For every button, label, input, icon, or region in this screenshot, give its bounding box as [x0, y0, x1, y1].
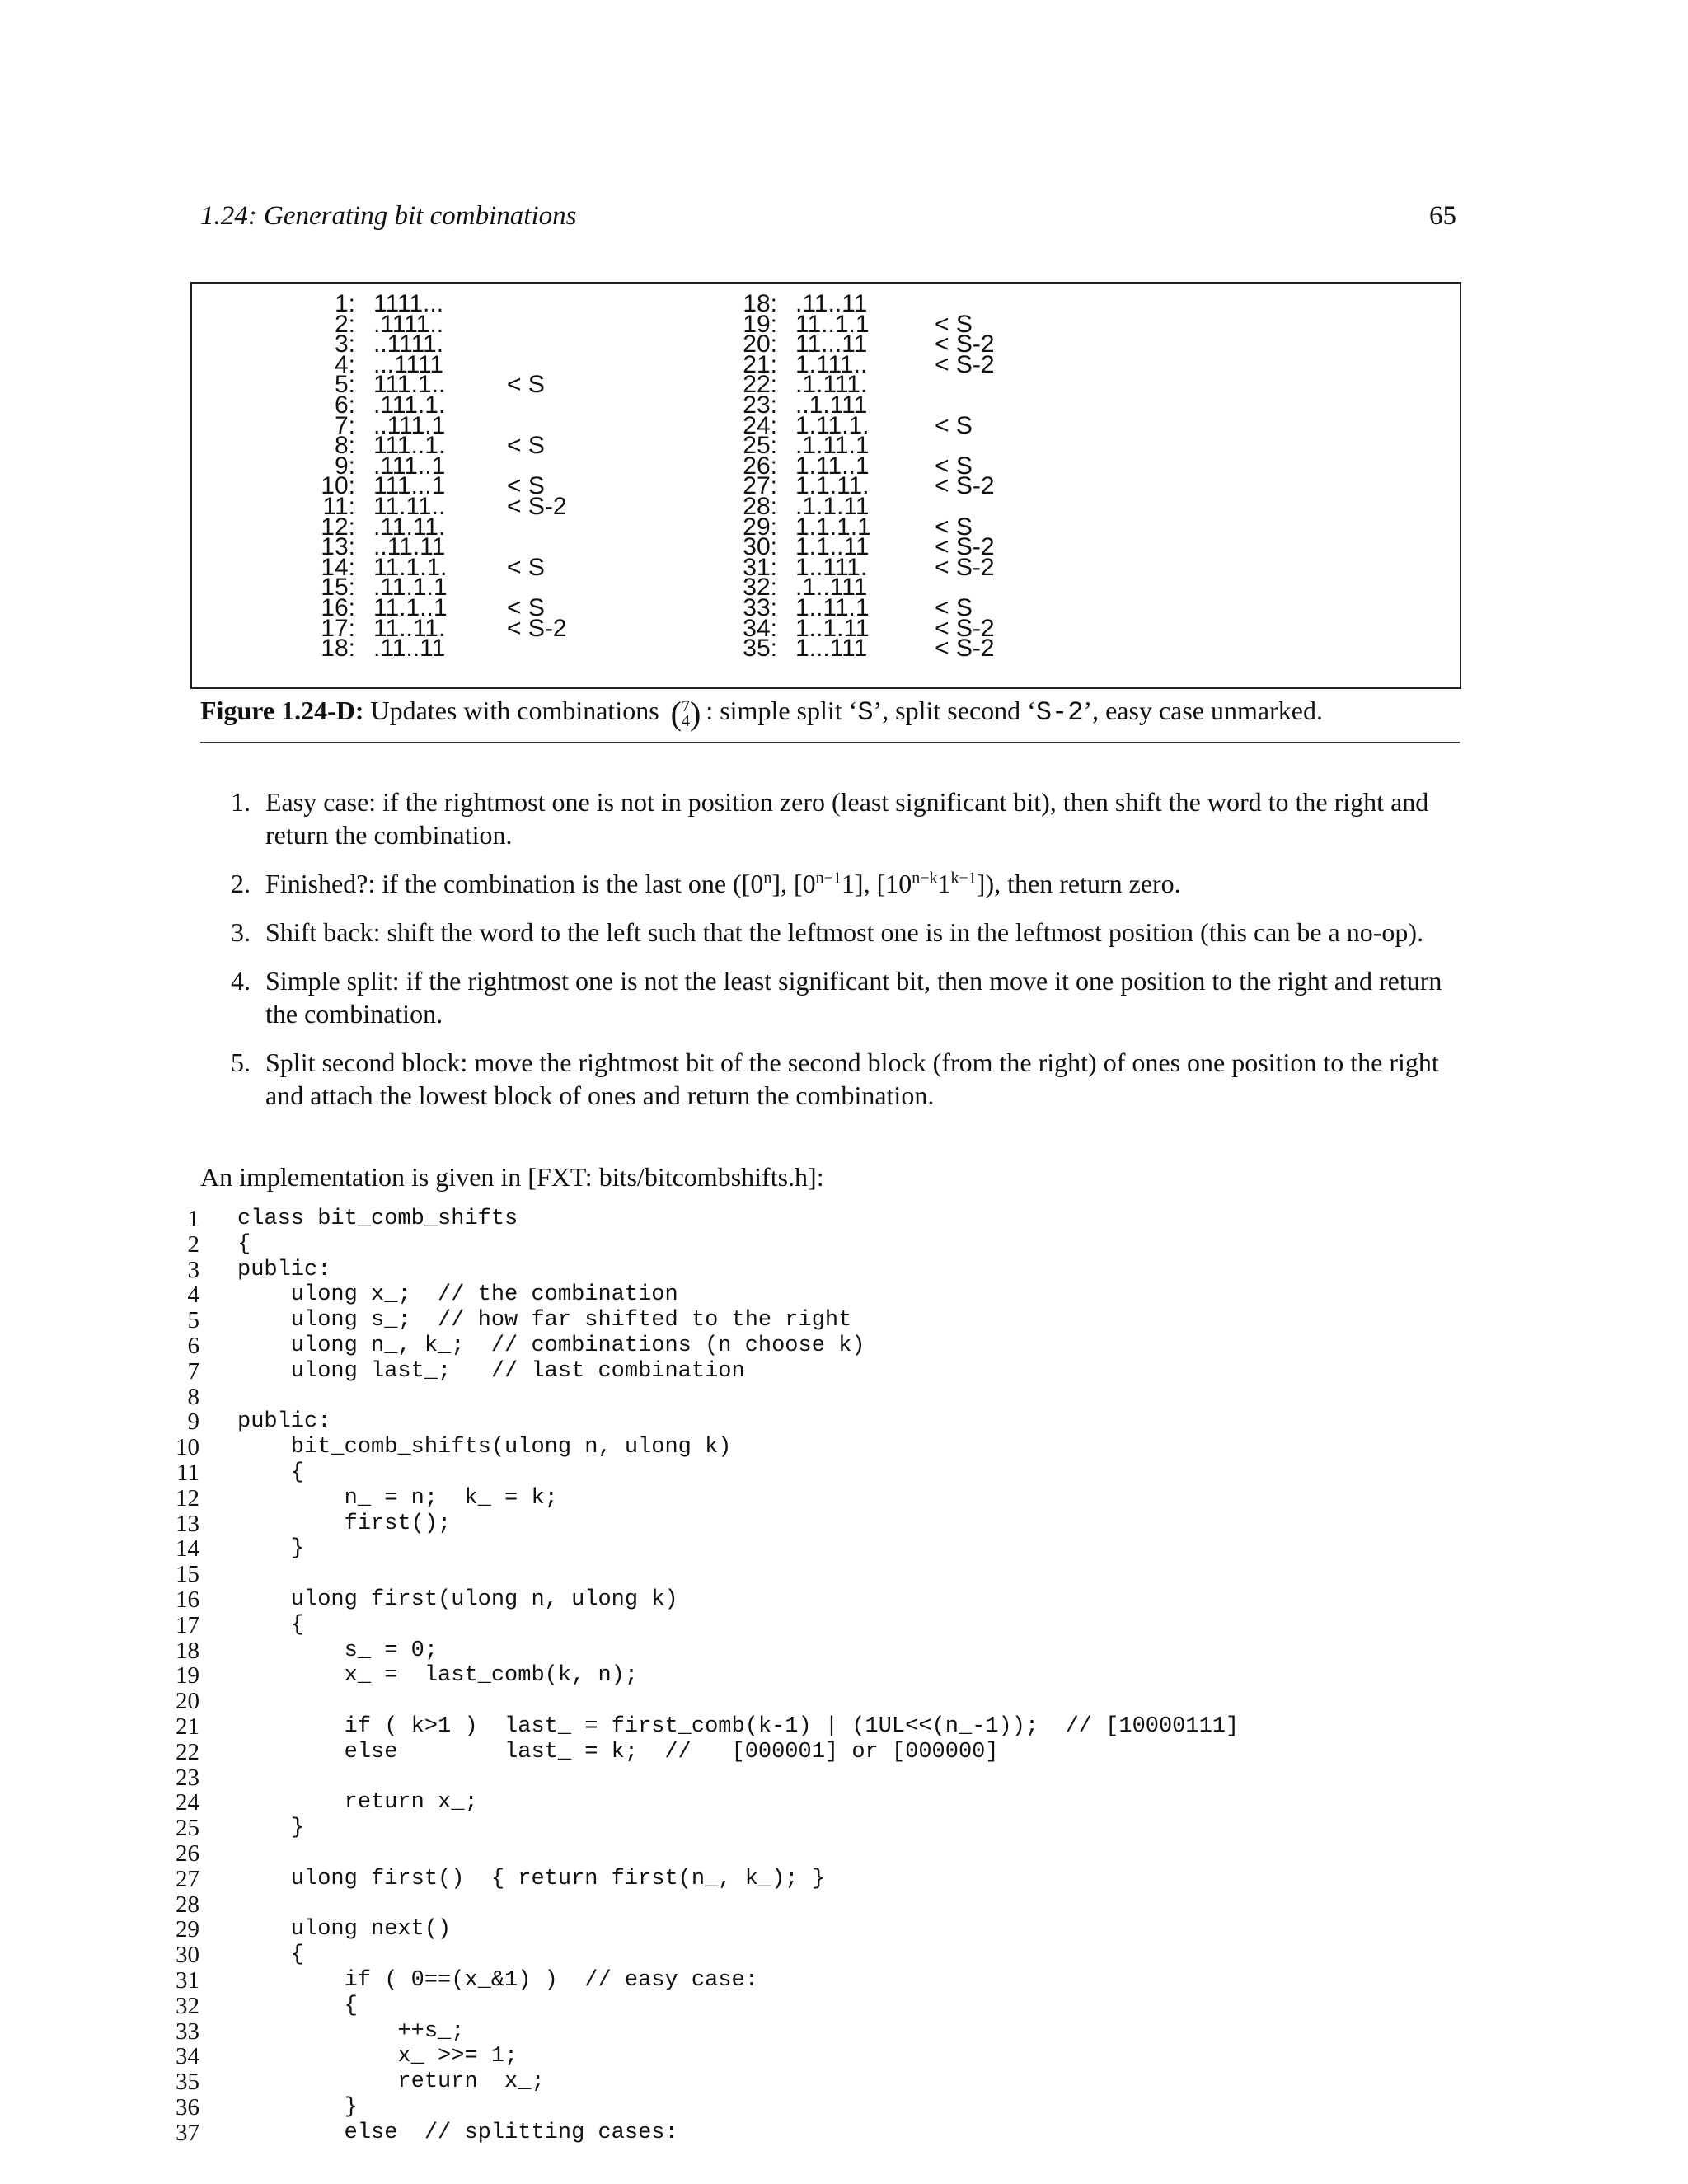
line-number: 33 — [176, 2018, 199, 2045]
line-number: 31 — [176, 1966, 199, 1994]
code-line — [165, 2019, 1484, 2045]
code-text: return x_; — [237, 1790, 478, 1816]
code-text: bit_comb_shifts(ulong n, ulong k) — [237, 1435, 732, 1460]
code-text: ++s_; — [237, 2018, 465, 2044]
update-mark: < S — [935, 411, 973, 439]
code-line — [165, 1943, 1484, 1968]
code-text: return x_; — [237, 2069, 545, 2095]
bit-pattern: 11.1..1 — [373, 593, 448, 621]
bit-pattern: 111..1. — [373, 432, 446, 460]
bit-pattern: 1..1.11 — [795, 614, 870, 642]
code-line — [165, 1333, 1484, 1359]
bit-pattern: 1.111.. — [795, 350, 868, 378]
bit-pattern: .1.1.11 — [795, 492, 870, 520]
bit-pattern: .11.11. — [373, 513, 446, 541]
code-line — [165, 1917, 1484, 1943]
line-number: 4 — [187, 1282, 199, 1309]
code-line — [165, 2121, 1484, 2146]
code-text: s_ = 0; — [237, 1638, 438, 1663]
code-text: } — [237, 1536, 305, 1562]
update-mark: < S-2 — [935, 472, 995, 500]
bit-pattern: .1111.. — [373, 310, 444, 338]
code-text: { — [237, 1612, 305, 1638]
update-mark: < S-2 — [935, 553, 995, 581]
bit-pattern: .1.111. — [795, 371, 868, 399]
line-number: 37 — [176, 2119, 199, 2146]
figure-column-left — [306, 290, 567, 663]
bit-pattern: .111.1. — [373, 391, 446, 419]
line-number: 17 — [176, 1611, 199, 1638]
row-index: 10: — [321, 472, 355, 500]
row-index: 19: — [743, 310, 777, 338]
line-number: 27 — [176, 1865, 199, 1892]
code-line — [165, 1867, 1484, 1892]
code-text: public: — [237, 1257, 331, 1282]
code-line — [165, 1765, 1484, 1791]
item-number: 3. — [231, 917, 251, 947]
bit-pattern: ..1111. — [373, 330, 444, 359]
figure-row — [306, 635, 446, 663]
bit-pattern: ...1111 — [373, 350, 444, 378]
caption-text: ’, split second ‘ — [873, 695, 1036, 725]
figure-row — [728, 635, 995, 663]
line-number: 1 — [187, 1206, 199, 1232]
section-title: 1.24: Generating bit combinations — [200, 201, 577, 231]
superscript: k−1 — [950, 869, 977, 888]
update-mark: < S — [935, 310, 973, 338]
code-line — [165, 1841, 1484, 1867]
code-line — [165, 1536, 1484, 1562]
row-index: 25: — [743, 432, 777, 460]
list-item — [231, 1046, 1459, 1112]
bit-pattern: 111.1.. — [373, 371, 446, 399]
page-number: 65 — [1429, 201, 1456, 231]
line-number: 36 — [176, 2093, 199, 2121]
line-number: 15 — [176, 1561, 199, 1588]
caption-text: ’, easy case unmarked. — [1083, 695, 1323, 725]
row-index: 14: — [321, 553, 355, 581]
code-text: x_ = last_comb(k, n); — [237, 1663, 639, 1689]
item-number: 2. — [231, 869, 251, 898]
bit-pattern: 1.1.11. — [795, 472, 870, 500]
row-index: 33: — [743, 593, 777, 621]
list-item — [231, 867, 1459, 900]
code-text: else // splitting cases: — [237, 2120, 678, 2145]
line-number: 25 — [176, 1815, 199, 1842]
line-number: 29 — [176, 1916, 199, 1943]
code-text: first(); — [237, 1511, 452, 1536]
code-text: ulong first(ulong n, ulong k) — [237, 1586, 678, 1612]
code-text: } — [237, 1816, 305, 1841]
code-line — [165, 1486, 1484, 1511]
line-number: 7 — [187, 1357, 199, 1385]
code-line — [165, 2069, 1484, 2095]
bit-pattern: .11.1.1 — [373, 574, 448, 602]
update-mark: < S — [935, 593, 973, 621]
bit-pattern: 1..111. — [795, 553, 868, 581]
code-line — [165, 1714, 1484, 1740]
code-text: if ( 0==(x_&1) ) // easy case: — [237, 1967, 758, 1993]
row-index: 4: — [334, 350, 355, 378]
code-line — [165, 1460, 1484, 1486]
update-mark: < S-2 — [935, 614, 995, 642]
superscript: n−k — [912, 869, 938, 888]
code-line — [165, 1663, 1484, 1689]
code-text: } — [237, 2094, 358, 2120]
row-index: 27: — [743, 472, 777, 500]
update-mark: < S-2 — [935, 533, 995, 561]
row-index: 12: — [321, 513, 355, 541]
line-number: 2 — [187, 1230, 199, 1258]
bit-pattern: 11..1.1 — [795, 310, 870, 338]
row-index: 13: — [321, 533, 355, 561]
line-number: 32 — [176, 1992, 199, 2019]
code-line — [165, 2095, 1484, 2121]
code-text: x_ >>= 1; — [237, 2044, 518, 2069]
line-number: 5 — [187, 1307, 199, 1334]
code-line — [165, 1689, 1484, 1714]
caption-text: : simple split ‘ — [706, 695, 858, 725]
row-index: 21: — [743, 350, 777, 378]
code-text: ulong n_, k_; // combinations (n choose k) — [237, 1333, 865, 1358]
update-mark: < S — [507, 593, 545, 621]
bit-pattern: ..11.11 — [373, 533, 446, 561]
row-index: 5: — [334, 371, 355, 399]
code-listing — [165, 1207, 1484, 2145]
line-number: 12 — [176, 1484, 199, 1511]
code-line — [165, 1613, 1484, 1638]
item-text: Easy case: if the rightmost one is not in position zero (least significant bit), then shift the word to the right and return the combination. — [265, 787, 1429, 850]
code-line — [165, 1968, 1484, 1994]
row-index: 23: — [743, 391, 777, 419]
bit-pattern: ..1.111 — [795, 391, 868, 419]
row-index: 9: — [334, 452, 355, 480]
code-line — [165, 1282, 1484, 1308]
bit-pattern: 1111... — [373, 290, 444, 317]
row-index: 20: — [743, 330, 777, 359]
code-text: ulong first() { return first(n_, k_); } — [237, 1866, 825, 1891]
update-mark: < S-2 — [935, 635, 995, 663]
update-mark: < S — [507, 432, 545, 460]
row-index: 1: — [334, 290, 355, 317]
implementation-text: An implementation is given in [FXT: bits/bitcombshifts.h]: — [200, 1162, 824, 1192]
code-line — [165, 1409, 1484, 1435]
bit-pattern: 11..11. — [373, 614, 446, 642]
line-number: 14 — [176, 1535, 199, 1563]
bit-pattern: 111...1 — [373, 472, 446, 500]
row-index: 8: — [334, 432, 355, 460]
line-number: 6 — [187, 1332, 199, 1359]
row-index: 2: — [334, 310, 355, 338]
code-text: else last_ = k; // [000001] or [000000] — [237, 1739, 999, 1765]
bit-pattern: 11.11.. — [373, 492, 446, 520]
row-index: 3: — [334, 330, 355, 359]
list-item — [231, 916, 1459, 949]
code-line — [165, 1359, 1484, 1385]
bit-pattern: 1.11..1 — [795, 452, 870, 480]
row-index: 29: — [743, 513, 777, 541]
line-number: 13 — [176, 1510, 199, 1537]
bit-pattern: .11..11 — [795, 290, 868, 317]
figure-label: Figure 1.24-D: — [200, 695, 364, 725]
code-line — [165, 2044, 1484, 2069]
item-text: Simple split: if the rightmost one is not the least significant bit, then move it one position to the right and return the combination. — [265, 966, 1442, 1029]
list-item — [231, 785, 1459, 851]
code-text: ulong x_; // the combination — [237, 1282, 678, 1308]
update-mark: < S-2 — [507, 614, 567, 642]
caption-code: S — [857, 696, 874, 728]
update-mark: < S — [507, 553, 545, 581]
figure-caption — [200, 694, 1470, 733]
binomial: ( 7 4 ) — [670, 695, 701, 732]
item-text: ]), then return zero. — [976, 869, 1181, 898]
bit-pattern: 1.1.1.1 — [795, 513, 871, 541]
bit-pattern: 11.1.1. — [373, 553, 448, 581]
divider — [200, 742, 1460, 743]
row-index: 18: — [321, 635, 355, 663]
item-text: ], [0 — [771, 869, 816, 898]
code-text: ulong s_; // how far shifted to the right — [237, 1308, 852, 1333]
row-index: 26: — [743, 452, 777, 480]
line-number: 28 — [176, 1891, 199, 1918]
update-mark: < S-2 — [507, 492, 567, 520]
code-line — [165, 1232, 1484, 1258]
line-number: 34 — [176, 2043, 199, 2070]
bit-pattern: .1.11.1 — [795, 432, 870, 460]
row-index: 18: — [743, 290, 777, 317]
code-text: { — [237, 1231, 251, 1257]
figure-column-right — [728, 290, 995, 663]
code-line — [165, 1511, 1484, 1537]
code-line — [165, 1892, 1484, 1918]
line-number: 11 — [176, 1459, 199, 1486]
line-number: 10 — [176, 1434, 199, 1461]
row-index: 31: — [743, 553, 777, 581]
row-index: 24: — [743, 411, 777, 439]
superscript: n−1 — [815, 869, 842, 888]
code-line — [165, 1740, 1484, 1765]
code-line — [165, 1207, 1484, 1232]
bit-pattern: 1...111 — [795, 635, 868, 663]
code-line — [165, 1562, 1484, 1587]
bit-pattern: 1..11.1 — [795, 593, 870, 621]
code-text: n_ = n; k_ = k; — [237, 1485, 558, 1511]
code-line — [165, 1587, 1484, 1613]
item-number: 1. — [231, 787, 251, 817]
line-number: 16 — [176, 1586, 199, 1613]
line-number: 3 — [187, 1256, 199, 1283]
row-index: 34: — [743, 614, 777, 642]
update-mark: < S — [935, 452, 973, 480]
item-number: 4. — [231, 966, 251, 996]
line-number: 8 — [187, 1383, 199, 1410]
list-item — [231, 964, 1459, 1030]
item-number: 5. — [231, 1047, 251, 1077]
line-number: 9 — [187, 1408, 199, 1436]
binom-top: 7 — [681, 696, 690, 715]
code-line — [165, 1435, 1484, 1460]
line-number: 22 — [176, 1738, 199, 1765]
line-number: 20 — [176, 1688, 199, 1715]
caption-code: S-2 — [1035, 696, 1084, 728]
bit-pattern: 1.1..11 — [795, 533, 870, 561]
bit-pattern: 11...11 — [795, 330, 868, 359]
binom-bottom: 4 — [681, 711, 690, 730]
item-text: 1], [10 — [841, 869, 912, 898]
row-index: 17: — [321, 614, 355, 642]
row-index: 6: — [334, 391, 355, 419]
code-line — [165, 1258, 1484, 1283]
superscript: n — [763, 869, 772, 888]
code-line — [165, 1638, 1484, 1664]
update-mark: < S — [935, 513, 973, 541]
row-index: 28: — [743, 492, 777, 520]
code-line — [165, 1816, 1484, 1841]
update-mark: < S-2 — [935, 350, 995, 378]
code-line — [165, 1994, 1484, 2019]
line-number: 19 — [176, 1662, 199, 1690]
line-number: 18 — [176, 1637, 199, 1664]
bit-pattern: .111..1 — [373, 452, 446, 480]
row-index: 32: — [743, 574, 777, 602]
line-number: 30 — [176, 1942, 199, 1969]
update-mark: < S — [507, 371, 545, 399]
item-text: Shift back: shift the word to the left such that the leftmost one is in the leftmost position (this can be a no-op). — [265, 917, 1424, 947]
row-index: 7: — [334, 411, 355, 439]
code-text: { — [237, 1993, 358, 2018]
code-text: { — [237, 1460, 305, 1485]
code-text: { — [237, 1943, 305, 1968]
running-head — [200, 201, 1456, 242]
code-line — [165, 1308, 1484, 1333]
row-index: 16: — [321, 593, 355, 621]
code-text: ulong last_; // last combination — [237, 1358, 745, 1384]
line-number: 35 — [176, 2069, 199, 2096]
item-text: Finished?: if the combination is the last one ([0 — [265, 869, 764, 898]
row-index: 30: — [743, 533, 777, 561]
figure-table — [190, 282, 1461, 689]
code-line — [165, 1385, 1484, 1410]
row-index: 11: — [322, 492, 355, 520]
bit-pattern: ..111.1 — [373, 411, 446, 439]
code-text: if ( k>1 ) last_ = first_comb(k-1) | (1UL<<(n_-1)); // [10000111] — [237, 1713, 1240, 1739]
row-index: 35: — [743, 635, 777, 663]
item-text: Split second block: move the rightmost bit of the second block (from the right) of ones one position to the right and attach the lowest block of ones and return the combination. — [265, 1047, 1439, 1110]
line-number: 24 — [176, 1789, 199, 1816]
code-line — [165, 1790, 1484, 1816]
step-list — [231, 785, 1459, 1127]
bit-pattern: .11..11 — [373, 635, 446, 663]
item-text: 1 — [937, 869, 951, 898]
update-mark: < S-2 — [935, 330, 995, 359]
row-index: 22: — [743, 371, 777, 399]
line-number: 26 — [176, 1840, 199, 1867]
code-text: class bit_comb_shifts — [237, 1207, 518, 1231]
line-number: 23 — [176, 1764, 199, 1791]
code-text: public: — [237, 1409, 331, 1435]
update-mark: < S — [507, 472, 545, 500]
caption-text: Updates with combinations — [370, 695, 659, 725]
row-index: 15: — [321, 574, 355, 602]
code-text: ulong next() — [237, 1917, 452, 1943]
bit-pattern: .1..111 — [795, 574, 868, 602]
line-number: 21 — [176, 1713, 199, 1740]
bit-pattern: 1.11.1. — [795, 411, 870, 439]
